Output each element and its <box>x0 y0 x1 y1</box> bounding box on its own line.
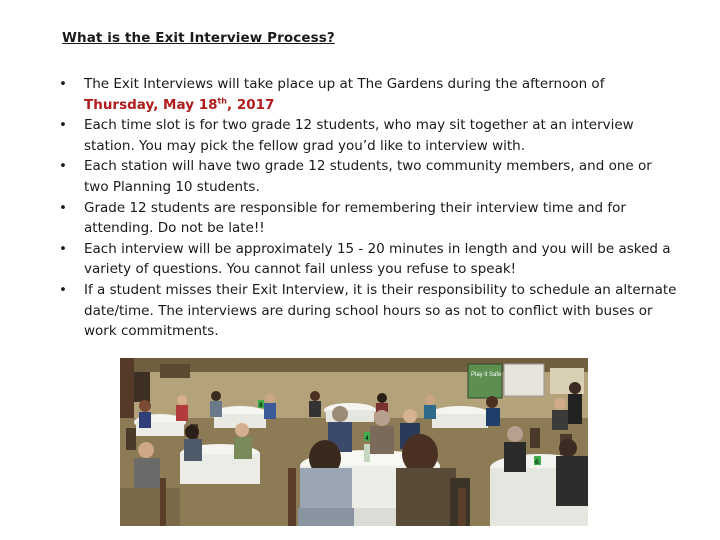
slide-title: What is the Exit Interview Process? <box>62 30 335 46</box>
interview-scene <box>120 358 588 526</box>
bullet-item <box>58 198 678 239</box>
interview-photo <box>120 358 588 526</box>
bullet-item <box>58 239 678 280</box>
table-card-label: 8 <box>259 402 263 409</box>
bullet-glyph: • <box>59 76 67 92</box>
bullet-glyph: • <box>59 281 67 298</box>
bullet-item <box>58 156 678 197</box>
sign-text: Play it Safe <box>471 372 502 378</box>
wall-sign <box>468 364 502 398</box>
bullet-item <box>58 280 678 342</box>
bullet-text: Each station will have two grade 12 students, two community members, and one or two Planning 10 students. <box>84 158 652 195</box>
bullet-item <box>58 74 678 115</box>
bullet-glyph: • <box>59 117 67 134</box>
bullet-text: Grade 12 students are responsible for remembering their interview time and for attending. Do not be late!! <box>84 199 626 237</box>
bullet-text: If a student misses their Exit Interview, it is their responsibility to schedule an alternate date/time. The interviews are during school hours so as not to conflict with buses or work commitments. <box>84 281 677 340</box>
bullet-text: The Exit Interviews will take place up at The Gardens during the afternoon of <box>84 76 605 92</box>
bullet-glyph: • <box>59 158 67 175</box>
bullet-item <box>58 115 678 156</box>
bullet-glyph: • <box>59 199 67 216</box>
bullet-text: Each interview will be approximately 15 - 20 minutes in length and you will be asked a variety of questions. You cannot fail unless you refuse to speak! <box>84 240 671 278</box>
student-right <box>396 468 456 526</box>
table-card-label: 4 <box>365 435 369 442</box>
bullet-glyph: • <box>59 240 67 257</box>
table-card-label: 6 <box>535 459 539 466</box>
event-date: Thursday, May 18th, 2017 <box>84 96 275 113</box>
bullet-text: Each time slot is for two grade 12 students, who may sit together at an interview station. You may pick the fellow grad you’d like to interview with. <box>84 117 634 154</box>
bullet-list <box>58 74 678 342</box>
